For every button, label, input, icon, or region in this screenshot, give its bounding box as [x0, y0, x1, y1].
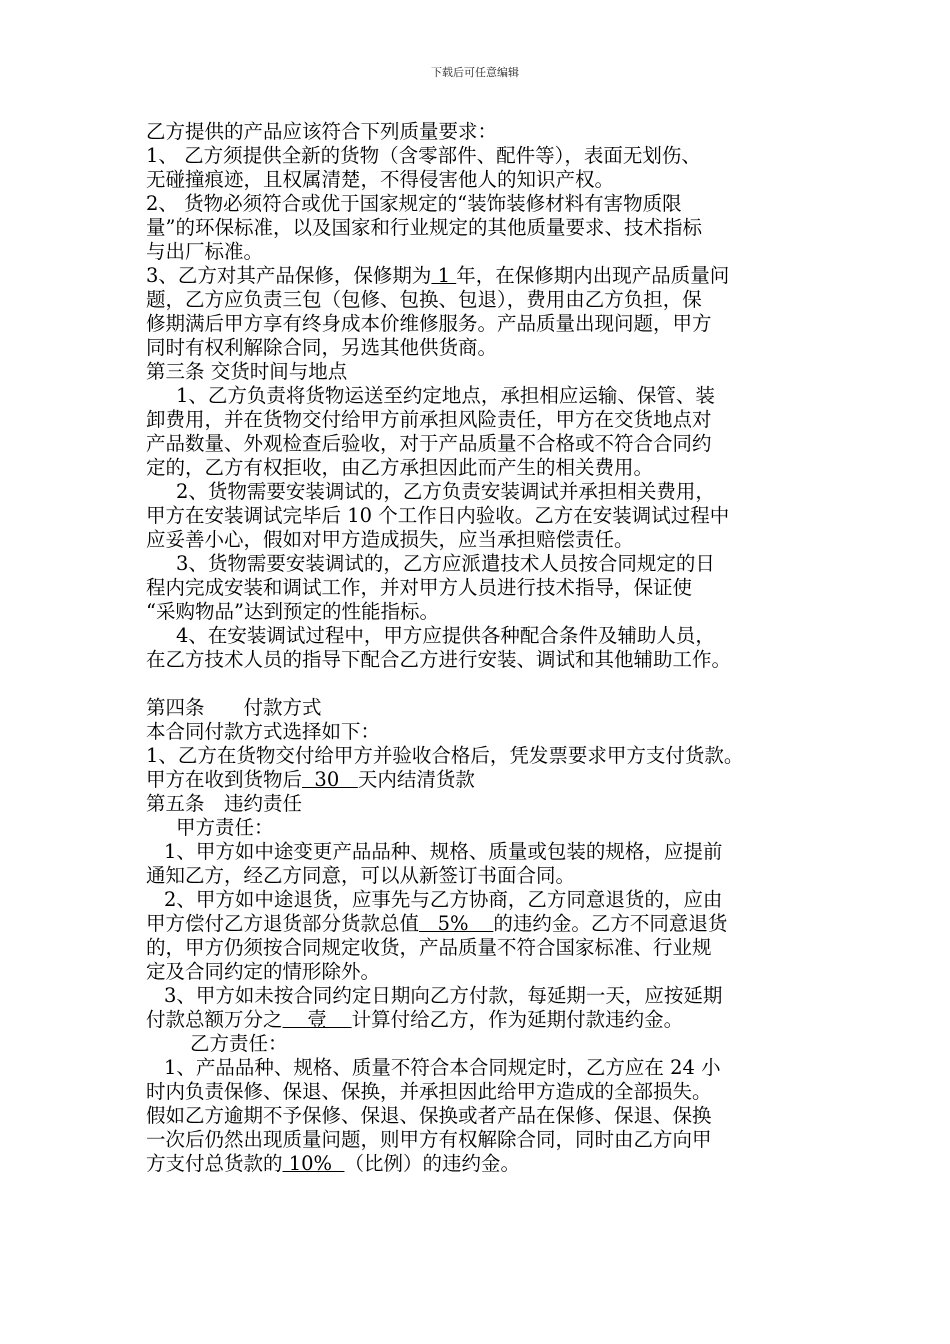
quality-item-2-line: 与出厂标准。	[146, 240, 264, 263]
article-5-heading: 第五条 违约责任	[146, 792, 303, 815]
breach-penalty-field: 10%	[282, 1152, 345, 1175]
party-b-item-1-line: 一次后仍然出现质量问题，则甲方有权解除合同，同时由乙方向甲	[146, 1128, 712, 1151]
text-span: 3、乙方对其产品保修，保修期为	[146, 264, 432, 287]
party-a-item-3-line	[146, 1008, 826, 1032]
delivery-item-1-line: 产品数量、外观检查后验收，对于产品质量不合格或不符合合同约	[146, 432, 712, 455]
delivery-item-1-line: 定的，乙方有权拒收，由乙方承担因此而产生的相关费用。	[146, 456, 654, 479]
party-a-item-2-line	[146, 912, 826, 936]
quality-item-1-line: 1、 乙方须提供全新的货物（含零部件、配件等），表面无划伤、	[146, 144, 701, 167]
party-b-item-1-line: 假如乙方逾期不予保修、保退、保换或者产品在保修、保退、保换	[146, 1104, 712, 1127]
delivery-item-3-line: 3、货物需要安装调试的，乙方应派遣技术人员按合同规定的日	[176, 552, 715, 575]
party-a-item-1-line: 1、甲方如中途变更产品品种、规格、质量或包装的规格，应提前	[164, 840, 723, 863]
party-a-item-3-line: 3、甲方如未按合同约定日期向乙方付款，每延期一天，应按延期	[164, 984, 723, 1007]
quality-item-1-line: 无碰撞痕迹，且权属清楚，不得侵害他人的知识产权。	[146, 168, 615, 191]
party-a-item-2-line: 定及合同约定的情形除外。	[146, 960, 381, 983]
text-span: 甲方偿付乙方退货部分货款总值	[146, 912, 420, 935]
payment-intro: 本合同付款方式选择如下：	[146, 720, 381, 743]
page-header: 下载后可任意编辑	[431, 66, 519, 79]
payment-days-field: 30	[302, 768, 358, 791]
return-penalty-field: 5%	[419, 912, 494, 935]
quality-item-2-line: 量”的环保标准，以及国家和行业规定的其他质量要求、技术指标	[146, 216, 702, 239]
party-b-responsibility-heading: 乙方责任：	[190, 1032, 288, 1055]
article-3-heading: 第三条 交货时间与地点	[146, 360, 348, 383]
quality-item-3-line: 同时有权利解除合同，另选其他供货商。	[146, 336, 498, 359]
payment-item-1-line	[146, 768, 826, 792]
text-span: 方支付总货款的	[146, 1152, 283, 1175]
blank-line	[146, 672, 826, 696]
delivery-item-4-line: 4、在安装调试过程中，甲方应提供各种配合条件及辅助人员，	[176, 624, 715, 647]
party-b-item-1-line: 时内负责保修、保退、保换，并承担因此给甲方造成的全部损失。	[146, 1080, 712, 1103]
contract-body	[146, 120, 826, 1176]
text-span: 甲方在收到货物后	[146, 768, 303, 791]
party-a-responsibility-heading: 甲方责任：	[176, 816, 274, 839]
delivery-item-1-line: 卸费用，并在货物交付给甲方前承担风险责任，甲方在交货地点对	[146, 408, 712, 431]
quality-item-2-line: 2、 货物必须符合或优于国家规定的“装饰装修材料有害物质限	[146, 192, 682, 215]
party-a-item-1-line: 通知乙方，经乙方同意，可以从新签订书面合同。	[146, 864, 576, 887]
delivery-item-2-line: 应妥善小心，假如对甲方造成损失，应当承担赔偿责任。	[146, 528, 634, 551]
text-span: 年，在保修期内出现产品质量问	[456, 264, 730, 287]
quality-intro: 乙方提供的产品应该符合下列质量要求：	[146, 120, 498, 143]
text-span: 的违约金。乙方不同意退货	[493, 912, 728, 935]
quality-item-3-line: 修期满后甲方享有终身成本价维修服务。产品质量出现问题，甲方	[146, 312, 712, 335]
party-b-item-1-line: 1、产品品种、规格、质量不符合本合同规定时，乙方应在 24 小	[164, 1056, 721, 1079]
text-span: 天内结清货款	[357, 768, 475, 791]
delivery-item-3-line: 程内完成安装和调试工作，并对甲方人员进行技术指导，保证使	[146, 576, 693, 599]
text-span: 付款总额万分之	[146, 1008, 283, 1031]
quality-item-3-line: 题，乙方应负责三包（包修、包换、包退），费用由乙方负担，保	[146, 288, 702, 311]
delivery-item-2-line: 甲方在安装调试完毕后 10 个工作日内验收。乙方在安装调试过程中	[146, 504, 730, 527]
text-span: （比例）的违约金。	[344, 1152, 520, 1175]
late-payment-rate-field: 壹	[282, 1008, 352, 1031]
delivery-item-3-line: “采购物品”达到预定的性能指标。	[146, 600, 439, 623]
warranty-period-field: 1	[431, 264, 457, 287]
article-4-heading: 第四条 付款方式	[146, 696, 322, 719]
delivery-item-4-line: 在乙方技术人员的指导下配合乙方进行安装、调试和其他辅助工作。	[146, 648, 732, 671]
delivery-item-2-line: 2、货物需要安装调试的，乙方负责安装调试并承担相关费用，	[176, 480, 715, 503]
party-a-item-2-line: 2、甲方如中途退货，应事先与乙方协商，乙方同意退货的，应由	[164, 888, 723, 911]
delivery-item-1-line: 1、乙方负责将货物运送至约定地点，承担相应运输、保管、装	[176, 384, 715, 407]
party-b-item-1-line	[146, 1152, 826, 1176]
party-a-item-2-line: 的，甲方仍须按合同规定收货，产品质量不符合国家标准、行业规	[146, 936, 712, 959]
quality-item-3-line	[146, 264, 826, 288]
text-span: 计算付给乙方，作为延期付款违约金。	[351, 1008, 684, 1031]
payment-item-1-line: 1、乙方在货物交付给甲方并验收合格后，凭发票要求甲方支付货款。	[146, 744, 744, 767]
